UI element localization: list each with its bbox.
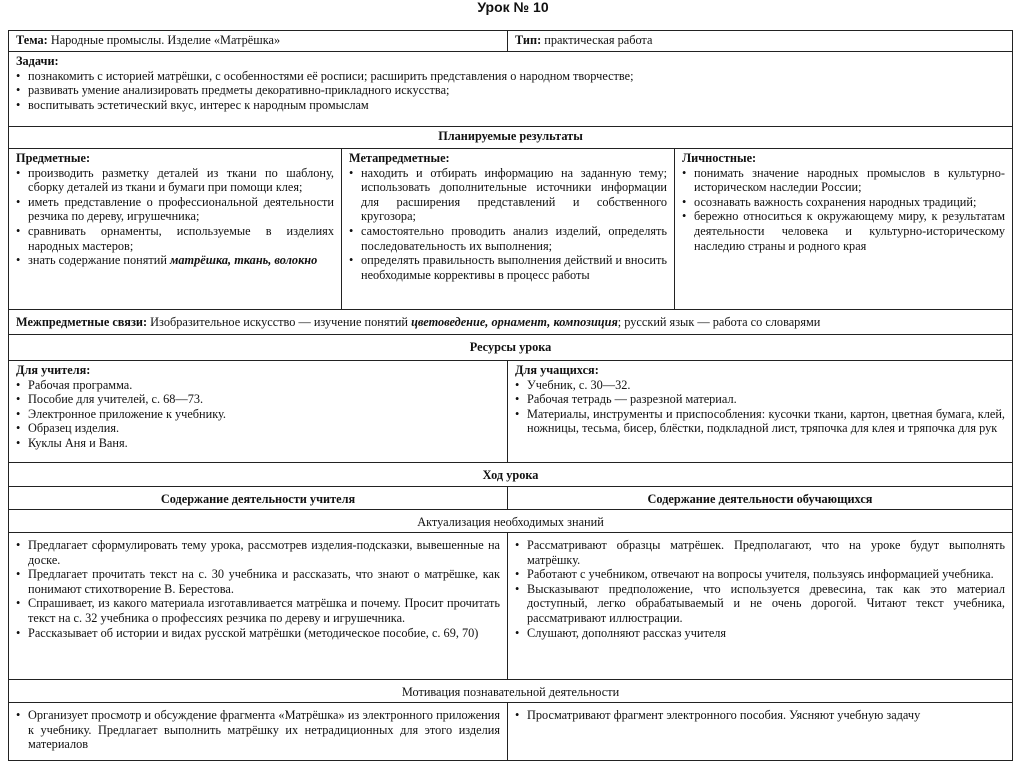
theme-label: Тема: xyxy=(16,33,48,47)
list-item: • развивать умение анализировать предметы декоративно-прикладного искусства; xyxy=(16,83,1005,98)
stage-2-title xyxy=(8,679,1013,703)
type-cell xyxy=(507,30,1013,52)
stage-1-students-list xyxy=(515,538,1005,640)
list-item: • самостоятельно проводить анализ изделий, определять последовательность их выполнения; xyxy=(349,224,667,253)
stage-2-title-text: Мотивация познавательной деятельности xyxy=(401,685,620,699)
list-item: • Организует просмотр и обсуждение фрагмента «Матрёшка» из электронного приложения к учебнику. Предлагает выполнить матрёшку их нетрадиционных для этого изделия материалов xyxy=(16,708,500,752)
subject-concepts-terms: матрёшка, ткань, волокно xyxy=(169,253,318,268)
lesson-plan-table xyxy=(8,30,1013,761)
stage-1-title xyxy=(8,509,1013,533)
stage-1-title-text: Актуализация необходимых знаний xyxy=(417,515,604,529)
subject-list xyxy=(16,166,334,268)
subject-label: Предметные: xyxy=(16,151,91,165)
list-item: • Куклы Аня и Ваня. xyxy=(16,436,500,451)
theme-value: Народные промыслы. Изделие «Матрёшка» xyxy=(50,33,281,47)
list-item: • Рабочая тетрадь — разрезной материал. xyxy=(515,392,1005,407)
type-label: Тип: xyxy=(515,33,542,47)
personal-list xyxy=(682,166,1005,254)
page-title: Урок № 10 xyxy=(477,0,549,15)
list-item: • Материалы, инструменты и приспособления: кусочки ткани, картон, цветная бумага, клей, ножницы, тесьма, бисер, блёстки, подкладной лист, тряпочка для клея и тряпочка для рук xyxy=(515,407,1005,436)
list-item: • познакомить с историей матрёшки, с особенностями её росписи; расширить представления о народном творчестве; xyxy=(16,69,1005,84)
list-item: • Рассматривают образцы матрёшек. Предполагают, что на уроке будут выполнять матрёшку. xyxy=(515,538,1005,567)
stage-2-students-cell xyxy=(507,702,1013,761)
stage-2-teacher-cell xyxy=(8,702,508,761)
resources-students-cell xyxy=(507,360,1013,463)
list-item: • Работают с учебником, отвечают на вопросы учителя, пользуясь информацией учебника. xyxy=(515,567,1005,582)
meta-label: Метапредметные: xyxy=(349,151,450,165)
teacher-activity-header-text: Содержание деятельности учителя xyxy=(160,492,356,506)
list-item: • Предлагает прочитать текст на с. 30 учебника и рассказать, что знают о матрёшке, как понимают стихотворение В. Берестова. xyxy=(16,567,500,596)
list-item: • осознавать важность сохранения народных традиций; xyxy=(682,195,1005,210)
lesson-header xyxy=(8,462,1013,487)
list-item: • Образец изделия. xyxy=(16,421,500,436)
list-item: • сравнивать орнаменты, используемые в изделиях народных мастеров; xyxy=(16,224,334,253)
interdisciplinary-text-1: Изобразительное искусство — изучение понятий xyxy=(147,315,412,329)
interdisciplinary-label: Межпредметные связи: xyxy=(16,315,148,329)
interdisciplinary-terms: цветоведение, орнамент, композиция xyxy=(411,315,618,329)
list-item xyxy=(16,253,334,268)
list-item: • Высказывают предположение, что используется древесина, так как это материал доступный, легко обрабатываемый и не очень дорогой. Читают текст учебника, рассматривают иллюстрации. xyxy=(515,582,1005,626)
resources-header-text: Ресурсы урока xyxy=(469,340,552,354)
list-item: • бережно относиться к окружающему миру, к результатам деятельности человека и культурно-историческому наследию страны и родного края xyxy=(682,209,1005,253)
personal-label: Личностные: xyxy=(682,151,757,165)
resources-teacher-cell xyxy=(8,360,508,463)
list-item: • Учебник, с. 30—32. xyxy=(515,378,1005,393)
list-item: • Электронное приложение к учебнику. xyxy=(16,407,500,422)
list-item: • Слушают, дополняют рассказ учителя xyxy=(515,626,1005,641)
list-item: • Пособие для учителей, с. 68—73. xyxy=(16,392,500,407)
results-meta-cell xyxy=(341,148,675,310)
results-header xyxy=(8,126,1013,149)
resources-header xyxy=(8,334,1013,361)
stage-1-students-cell xyxy=(507,532,1013,680)
list-item: • иметь представление о профессиональной деятельности резчика по дереву, игрушечника; xyxy=(16,195,334,224)
list-item: • Рабочая программа. xyxy=(16,378,500,393)
interdisciplinary-text-2: ; русский язык — работа со словарями xyxy=(617,315,821,329)
students-activity-header xyxy=(507,486,1013,510)
type-value: практическая работа xyxy=(544,33,653,47)
theme-cell xyxy=(8,30,508,52)
list-item: • определять правильность выполнения действий и вносить необходимые коррективы в процесс работы xyxy=(349,253,667,282)
list-item: • Рассказывает об истории и видах русской матрёшки (методическое пособие, с. 69, 70) xyxy=(16,626,500,641)
students-resources-label: Для учащихся: xyxy=(515,363,599,377)
teacher-activity-header xyxy=(8,486,508,510)
tasks-label: Задачи: xyxy=(16,54,59,68)
students-activity-header-text: Содержание деятельности обучающихся xyxy=(647,492,873,506)
stage-2-students-list xyxy=(515,708,1005,723)
results-subject-cell xyxy=(8,148,342,310)
lesson-header-text: Ход урока xyxy=(482,468,539,482)
tasks-list xyxy=(16,69,1005,113)
list-item: • производить разметку деталей из ткани по шаблону, сборку деталей из ткани и бумаги при помощи клея; xyxy=(16,166,334,195)
list-item: • Просматривают фрагмент электронного пособия. Уясняют учебную задачу xyxy=(515,708,1005,723)
interdisciplinary-cell xyxy=(8,309,1013,335)
students-resources-list xyxy=(515,378,1005,436)
results-header-text: Планируемые результаты xyxy=(438,129,583,143)
teacher-resources-label: Для учителя: xyxy=(16,363,91,377)
subject-concepts-text: знать содержание понятий xyxy=(28,253,170,268)
list-item: • Предлагает сформулировать тему урока, рассмотрев изделия-подсказки, вывешенные на доске. xyxy=(16,538,500,567)
teacher-resources-list xyxy=(16,378,500,451)
list-item: • понимать значение народных промыслов в культурно-историческом наследии России; xyxy=(682,166,1005,195)
meta-list xyxy=(349,166,667,283)
stage-2-teacher-list xyxy=(16,708,500,752)
stage-1-teacher-cell xyxy=(8,532,508,680)
results-personal-cell xyxy=(674,148,1013,310)
tasks-cell xyxy=(8,51,1013,127)
list-item: • находить и отбирать информацию на заданную тему; использовать дополнительные источники информации для расширения представлений и собственного кругозора; xyxy=(349,166,667,224)
list-item: • воспитывать эстетический вкус, интерес к народным промыслам xyxy=(16,98,1005,113)
stage-1-teacher-list xyxy=(16,538,500,640)
list-item: • Спрашивает, из какого материала изготавливается матрёшка и почему. Просит прочитать текст на с. 32 учебника о профессиях резчика по дереву и игрушечника. xyxy=(16,596,500,625)
